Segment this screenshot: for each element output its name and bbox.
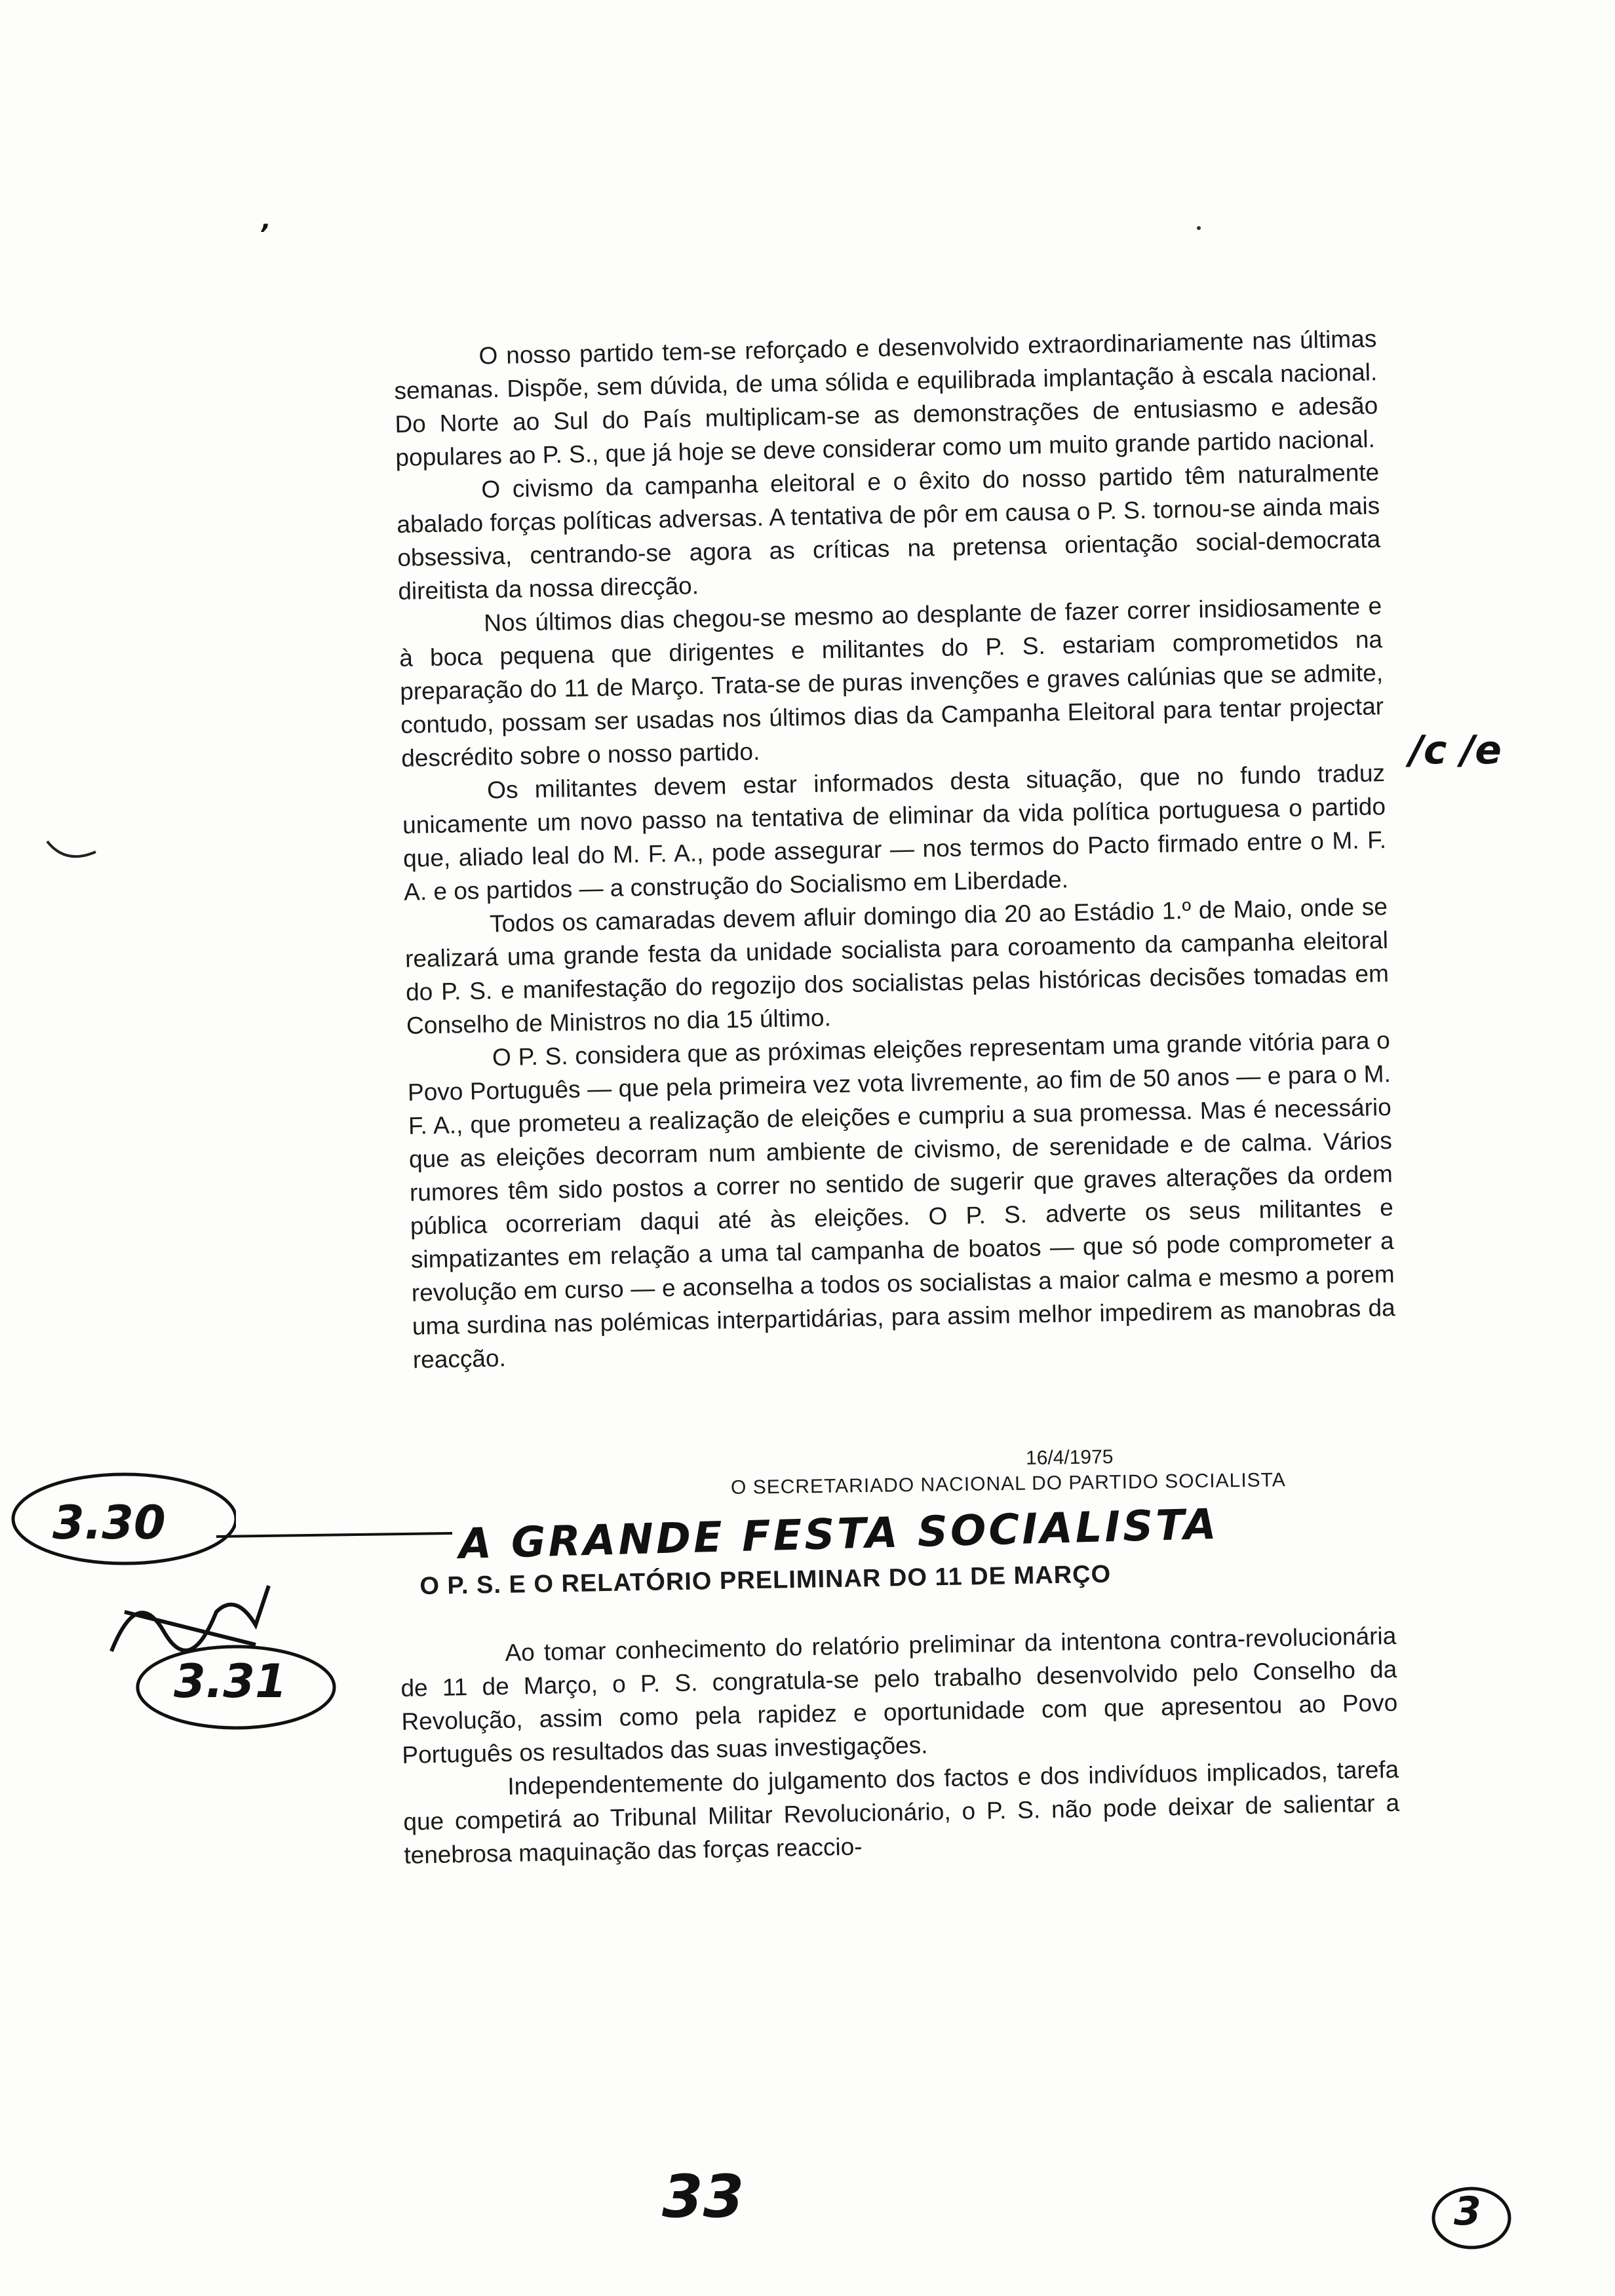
paragraph: O nosso partido tem-se reforçado e desenvolvido extraordinariamente nas últimas semanas. Dispõe, sem dúvida, de uma sólida e equilibrada implantação à escala nacional. Do Norte ao Sul do País multiplicam-se as demonstrações de entusiasmo e adesão populares ao P. S., que já hoje se deve considerar como um muito grande partido nacional. xyxy=(394,325,1378,471)
document-signature: O SECRETARIADO NACIONAL DO PARTIDO SOCIALISTA xyxy=(730,1469,1286,1499)
paragraph: Os militantes devem estar informados desta situação, que no fundo traduz unicamente um novo passo na tentativa de eliminar da vida política portuguesa o partido que, aliado leal do M. F. A., pode assegurar — nos termos do Pacto firmado entre o M. F. A. e os partidos — a construção do Socialismo em Liberdade. xyxy=(402,759,1387,906)
connector-line xyxy=(216,1514,478,1553)
paragraph: O P. S. considera que as próximas eleições representam uma grande vitória para o Povo Português — que pela primeira vez vota livremente, ao fim de 50 anos — e para o M. F. A., que prometeu a realização de eleições e cumpriu a sua promessa. Mas é necessário que as eleições decorram num ambiente de civismo, de serenidade e de calma. Vários rumores têm sido postos a correr no sentido de sugerir que graves alterações da ordem pública ocorreriam daqui até às eleições. O P. S. adverte os seus militantes e simpatizantes em relação a uma tal campanha de boatos — que só pode comprometer a revolução em curso — e aconselha a todos os socialistas a maior calma e mesmo a porem uma surdina nas polémicas interpartidárias, para assim melhor impedirem as manobras da reacção. xyxy=(407,1027,1395,1373)
index-label-331: 3.31 xyxy=(174,1655,287,1708)
pen-mark: ʼ xyxy=(259,220,269,250)
section-body xyxy=(400,1619,1401,1872)
index-label-330: 3.30 xyxy=(52,1496,166,1550)
body-text xyxy=(393,322,1396,1377)
document-date: 16/4/1975 xyxy=(1025,1446,1114,1469)
handwritten-title: A GRANDE FESTA SOCIALISTA xyxy=(458,1500,1220,1569)
margin-correction-mark: /c /e xyxy=(1409,727,1502,773)
page-number: 33 xyxy=(662,2162,745,2231)
circled-page-number: 3 xyxy=(1454,2189,1481,2234)
paragraph: Todos os camaradas devem afluir domingo dia 20 ao Estádio 1.º de Maio, onde se realizará uma grande festa da unidade socialista para coroamento da campanha eleitoral do P. S. e manifestação do regozijo dos socialistas pelas históricas decisões tomadas em Conselho de Ministros no dia 15 último. xyxy=(404,893,1390,1039)
speck-mark xyxy=(1197,226,1201,230)
paragraph: O civismo da campanha eleitoral e o êxito do nosso partido têm naturalmente abalado forças políticas adversas. A tentativa de pôr em causa o P. S. tornou-se ainda mais obsessiva, centrando-se agora as críticas na pretensa orientação social-democrata direitista da nossa direcção. xyxy=(396,459,1381,605)
section-heading: O P. S. E O RELATÓRIO PRELIMINAR DO 11 DE MARÇO xyxy=(419,1560,1112,1600)
paragraph: Independentemente do julgamento dos factos e dos indivíduos implicados, tarefa que competirá ao Tribunal Militar Revolucionário, o P. S. não pode deixar de salientar a tenebrosa maquinação das forças reaccio- xyxy=(402,1755,1400,1869)
margin-curve-mark xyxy=(46,839,98,865)
paragraph: Nos últimos dias chegou-se mesmo ao desplante de fazer correr insidiosamente e à boca pequena que dirigentes e militantes do P. S. estariam comprometidos na preparação do 11 de Março. Trata-se de puras invenções e graves calúnias que se admite, contudo, possam ser usadas nos últimos dias da Campanha Eleitoral para tentar projectar descrédito sobre o nosso partido. xyxy=(399,592,1384,772)
paragraph: Ao tomar conhecimento do relatório preliminar da intentona contra-revolucionária de 11 de Março, o P. S. congratula-se pelo trabalho desenvolvido pelo Conselho da Revolução, assim como pela rapidez e oportunidade com que apresentou ao Povo Português os resultados das suas investigações. xyxy=(400,1622,1398,1769)
